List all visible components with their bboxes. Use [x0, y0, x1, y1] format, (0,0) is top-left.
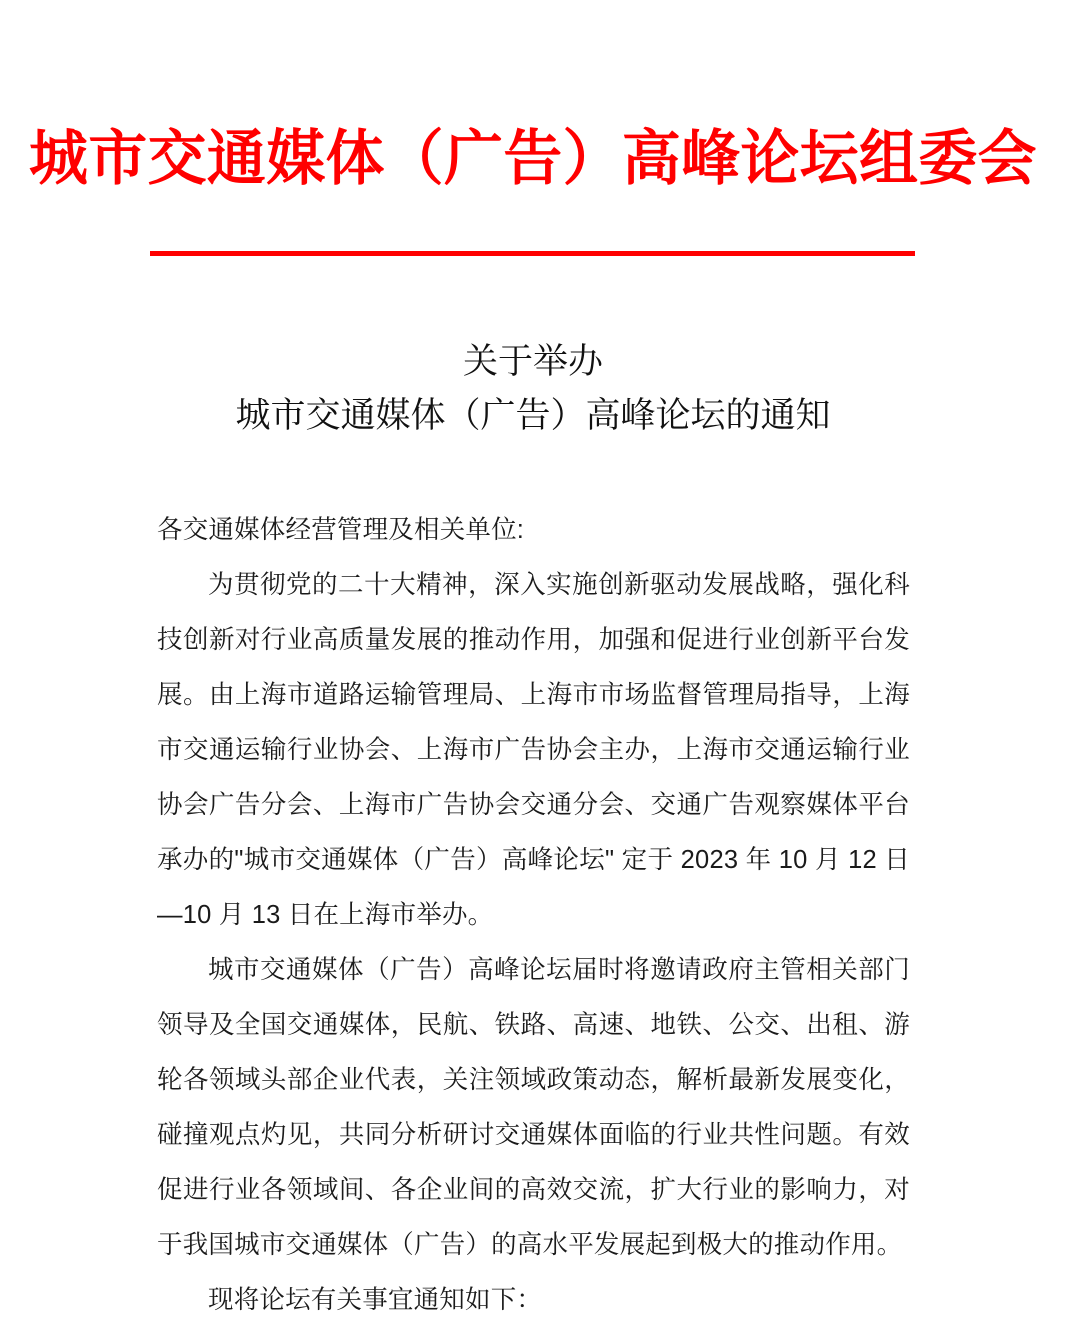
body-paragraph-2: 城市交通媒体（广告）高峰论坛届时将邀请政府主管相关部门领导及全国交通媒体，民航、铁路、高速、地铁、公交、出租、游轮各领域头部企业代表，关注领域政策动态，解析最新发展变化，碰撞观点灼见，共同分析研讨交通媒体面临的行业共性问题。有效促进行业各领域间、各企业间的高效交流，扩大行业的影响力，对于我国城市交通媒体（广告）的高水平发展起到极大的推动作用。 [157, 956, 910, 1259]
document-title-line-1: 关于举办 [462, 342, 603, 381]
document-title-block [0, 336, 1066, 442]
document-title-line-2: 城市交通媒体（广告）高峰论坛的通知 [235, 396, 831, 435]
body-salutation: 各交通媒体经营管理及相关单位: [157, 516, 525, 544]
letterhead [0, 122, 1066, 196]
body-paragraph-3: 现将论坛有关事宜通知如下： [208, 1286, 543, 1314]
body-paragraph-1: 为贯彻党的二十大精神，深入实施创新驱动发展战略，强化科技创新对行业高质量发展的推动作用，加强和促进行业创新平台发展。由上海市道路运输管理局、上海市市场监督管理局指导，上海市交通运输行业协会、上海市广告协会主办，上海市交通运输行业协会广告分会、上海市广告协会交通分会、交通广告观察媒体平台承办的"城市交通媒体（广告）高峰论坛" 定于 2023 年 10 月 12 日—10 月 13 日在上海市举办。 [157, 571, 910, 929]
document-body [157, 503, 910, 1328]
letterhead-red-rule [150, 251, 915, 256]
letterhead-organization-title: 城市交通媒体（广告）高峰论坛组委会 [29, 125, 1037, 192]
